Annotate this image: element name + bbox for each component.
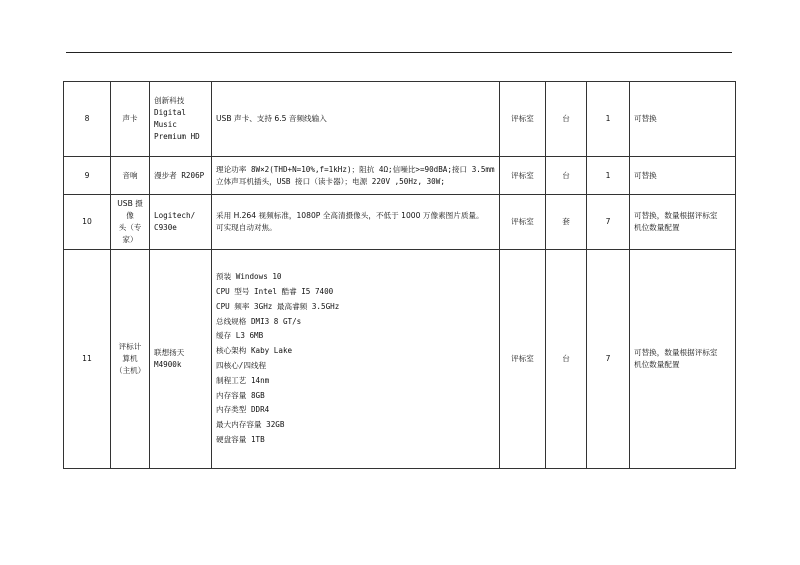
cell-spec — [212, 82, 500, 157]
spec-line: 理论功率 8W×2(THD+N=10%,f=1kHz)；阻抗 4Ω;信噪比>=90dBA;接口 3.5mm — [216, 164, 495, 174]
cell-spec — [212, 250, 500, 469]
cell-no: 8 — [64, 82, 111, 157]
name-line: 算机 — [122, 354, 138, 364]
cell-unit: 台 — [546, 250, 587, 469]
remark-line: 可替换，数量根据评标室 — [634, 211, 718, 221]
cell-place: 评标室 — [500, 82, 546, 157]
spec-line: 采用 H.264 视频标准，1080P 全高清摄像头，不低于 1000 万像素图片质量。 — [216, 211, 484, 221]
table-row — [64, 250, 736, 469]
cell-name — [111, 195, 150, 250]
cell-qty: 1 — [587, 157, 630, 195]
name-line: 家） — [122, 234, 138, 244]
brand-line: 漫步者 R206P — [154, 170, 205, 180]
spec-line: 内存类型 DDR4 — [216, 405, 270, 415]
remark-line: 机位数量配置 — [634, 223, 680, 232]
name-line: 评标计 — [118, 342, 142, 352]
cell-no: 9 — [64, 157, 111, 195]
brand-line: C930e — [154, 223, 177, 232]
cell-qty: 1 — [587, 82, 630, 157]
table-row — [64, 157, 736, 195]
spec-line: 缓存 L3 6MB — [216, 331, 264, 341]
cell-name — [111, 82, 150, 157]
cell-brand — [150, 157, 212, 195]
table-row — [64, 195, 736, 250]
cell-unit: 台 — [546, 157, 587, 195]
remark-line: 可替换，数量根据评标室 — [634, 348, 718, 358]
name-line: （主机） — [115, 365, 146, 375]
cell-brand — [150, 195, 212, 250]
cell-remark — [630, 250, 736, 469]
cell-place: 评标室 — [500, 195, 546, 250]
remark-line: 可替换 — [634, 114, 657, 124]
cell-remark — [630, 195, 736, 250]
cell-remark — [630, 82, 736, 157]
table-body — [64, 82, 736, 469]
table-row — [64, 82, 736, 157]
spec-line: 制程工艺 14nm — [216, 375, 270, 385]
name-line: 头（专 — [118, 223, 142, 232]
spec-line: 立体声耳机插头，USB 接口（读卡器）；电源 220V ,50Hz, 30W; — [216, 176, 445, 186]
cell-no: 10 — [64, 195, 111, 250]
cell-remark — [630, 157, 736, 195]
brand-line: 创新科技 — [154, 96, 185, 106]
cell-spec — [212, 157, 500, 195]
spec-line: 可实现自动对焦。 — [216, 223, 277, 232]
cell-spec — [212, 195, 500, 250]
brand-line: M4900k — [154, 360, 182, 369]
spec-line: CPU 型号 Intel 酷睿 I5 7400 — [216, 287, 334, 297]
brand-line: 联想扬天 — [154, 348, 185, 358]
name-line: 声卡 — [122, 114, 138, 124]
spec-line: 内存容量 8GB — [216, 390, 265, 400]
spec-line: 四核心/四线程 — [216, 361, 267, 370]
cell-brand — [150, 82, 212, 157]
spec-line: USB 声卡、支持 6.5 音频线输入 — [216, 114, 327, 124]
cell-place: 评标室 — [500, 250, 546, 469]
cell-unit: 台 — [546, 82, 587, 157]
remark-line: 可替换 — [634, 170, 657, 180]
cell-unit: 套 — [546, 195, 587, 250]
spec-line: 硬盘容量 1TB — [216, 434, 265, 444]
spec-line: 预装 Windows 10 — [216, 272, 282, 282]
header-rule — [66, 52, 732, 53]
spec-line: 总线规格 DMI3 8 GT/s — [216, 316, 302, 326]
spec-line: 核心架构 Kaby Lake — [216, 346, 293, 356]
brand-line: Digital — [154, 108, 187, 118]
spec-line: 最大内存容量 32GB — [216, 420, 285, 430]
cell-place: 评标室 — [500, 157, 546, 195]
cell-qty: 7 — [587, 250, 630, 469]
brand-line: Premium HD — [154, 131, 200, 141]
cell-name — [111, 157, 150, 195]
equipment-table — [63, 81, 736, 469]
cell-no: 11 — [64, 250, 111, 469]
brand-line: Logitech/ — [154, 211, 196, 221]
spec-line: CPU 频率 3GHz 最高睿频 3.5GHz — [216, 301, 340, 311]
cell-name — [111, 250, 150, 469]
cell-qty: 7 — [587, 195, 630, 250]
cell-brand — [150, 250, 212, 469]
name-line: 音响 — [122, 170, 138, 180]
name-line: USB 摄像 — [117, 199, 143, 221]
brand-line: Music — [154, 120, 177, 129]
remark-line: 机位数量配置 — [634, 360, 680, 369]
